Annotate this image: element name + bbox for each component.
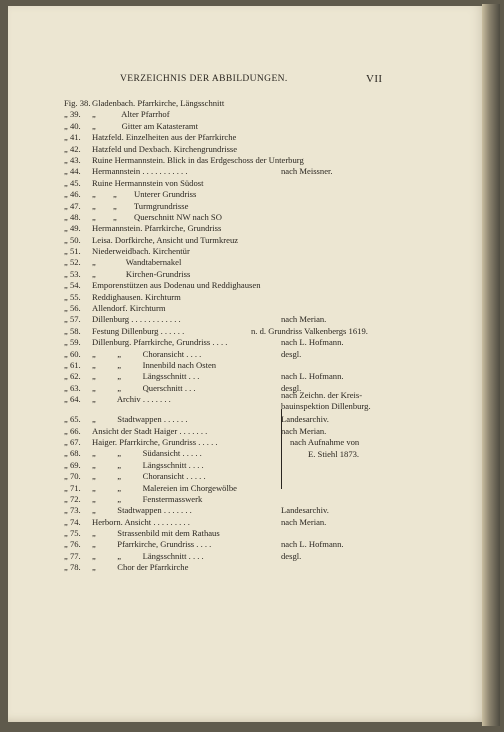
figure-caption: „ „ Querschnitt . . . — [92, 382, 196, 393]
figure-number: „ 46. — [64, 189, 81, 200]
list-item — [8, 280, 486, 291]
figure-number: „ 44. — [64, 166, 81, 177]
figure-number: „ 60. — [64, 348, 81, 359]
figure-caption: „ Wandtabernakel — [92, 257, 182, 268]
figure-number: „ 55. — [64, 291, 81, 302]
figure-number: „ 71. — [64, 482, 81, 493]
figure-caption: Hatzfeld. Einzelheiten aus der Pfarrkirche — [92, 132, 237, 143]
figure-caption: „ Strassenbild mit dem Rathaus — [92, 528, 220, 539]
page-number: VII — [366, 73, 383, 85]
list-item — [8, 448, 486, 459]
figure-source: nach L. Hofmann. — [281, 539, 344, 550]
running-header — [8, 74, 486, 88]
figure-number: „ 54. — [64, 280, 81, 291]
figure-source: desgl. — [281, 348, 302, 359]
list-item — [8, 235, 486, 246]
figure-caption: „ „ Choransicht . . . . — [92, 348, 202, 359]
list-item — [8, 360, 486, 371]
figure-number: „ 50. — [64, 234, 81, 245]
figure-number: „ 74. — [64, 516, 81, 527]
list-item — [8, 178, 486, 189]
figure-source: n. d. Grundriss Valkenbergs 1619. — [251, 325, 368, 336]
list-item — [8, 494, 486, 505]
figure-number: „ 63. — [64, 382, 81, 393]
list-item — [8, 426, 486, 437]
list-item — [8, 155, 486, 166]
list-item — [8, 390, 486, 414]
figure-caption: „ Gitter am Katasteramt — [92, 120, 198, 131]
list-item — [8, 223, 486, 234]
figure-source: nach Merian. — [281, 314, 327, 325]
list-item — [8, 349, 486, 360]
figure-caption: Dillenburg . . . . . . . . . . . . — [92, 314, 181, 325]
list-item — [8, 121, 486, 132]
list-item — [8, 189, 486, 200]
figure-caption: Dillenburg. Pfarrkirche, Grundriss . . . . — [92, 337, 228, 348]
figure-number: „ 69. — [64, 459, 81, 470]
figure-caption: Haiger. Pfarrkirche, Grundriss . . . . . — [92, 436, 218, 447]
list-item — [8, 314, 486, 325]
figure-caption: „ „ Choransicht . . . . . — [92, 471, 206, 482]
figure-caption: Niederweidbach. Kirchentür — [92, 246, 190, 257]
list-item — [8, 471, 486, 482]
figure-caption: „ Pfarrkirche, Grundriss . . . . — [92, 539, 212, 550]
figure-number: „ 59. — [64, 337, 81, 348]
figure-number: „ 64. — [64, 394, 81, 405]
figure-source: Landesarchiv. — [281, 505, 329, 516]
list-item — [8, 383, 486, 394]
figure-number: „ 42. — [64, 143, 81, 154]
figure-caption: „ „ Malereien im Chorgewölbe — [92, 482, 237, 493]
list-item — [8, 517, 486, 528]
list-item — [8, 98, 486, 109]
figure-number: „ 66. — [64, 425, 81, 436]
figure-number: „ 72. — [64, 493, 81, 504]
list-item — [8, 505, 486, 516]
figure-number: „ 77. — [64, 550, 81, 561]
list-item — [8, 326, 486, 337]
figure-number: „ 61. — [64, 359, 81, 370]
figure-caption: „ Alter Pfarrhof — [92, 109, 170, 120]
list-item — [8, 528, 486, 539]
figure-number: „ 57. — [64, 314, 81, 325]
figure-caption: Ruine Hermannstein von Südost — [92, 177, 204, 188]
figure-number: „ 58. — [64, 325, 81, 336]
figure-source: nach L. Hofmann. — [281, 371, 344, 382]
figure-number: „ 43. — [64, 154, 81, 165]
list-item — [8, 483, 486, 494]
haiger-note-line2: E. Stiehl 1873. — [308, 449, 360, 459]
figure-source: desgl. — [281, 382, 302, 393]
list-item — [8, 414, 486, 425]
list-item — [8, 201, 486, 212]
list-item — [8, 337, 486, 348]
figure-number: „ 53. — [64, 268, 81, 279]
figure-caption: „ Archiv . . . . . . . — [92, 394, 171, 405]
figure-source: nach L. Hofmann. — [281, 337, 344, 348]
figure-caption: „ Kirchen-Grundriss — [92, 268, 191, 279]
book-page — [8, 6, 486, 722]
figure-source: nach Merian. — [281, 425, 327, 436]
list-item — [8, 144, 486, 155]
figure-number: „ 39. — [64, 109, 81, 120]
figure-caption: „ „ Längsschnitt . . . . — [92, 550, 204, 561]
figure-number: „ 47. — [64, 200, 81, 211]
figure-caption: Hermannstein . . . . . . . . . . . — [92, 166, 188, 177]
figure-caption: „ „ Turmgrundrisse — [92, 200, 189, 211]
figure-number: „ 51. — [64, 246, 81, 257]
figure-number: „ 73. — [64, 505, 81, 516]
figure-number: „ 78. — [64, 562, 81, 573]
figure-caption: Allendorf. Kirchturm — [92, 303, 166, 314]
figure-caption: Ansicht der Stadt Haiger . . . . . . . — [92, 425, 208, 436]
figure-number: „ 41. — [64, 132, 81, 143]
figure-caption: „ „ Querschnitt NW nach SO — [92, 211, 222, 222]
figure-number: „ 75. — [64, 528, 81, 539]
figure-caption: Hatzfeld und Dexbach. Kirchengrundrisse — [92, 143, 238, 154]
figure-number: „ 62. — [64, 371, 81, 382]
list-item — [8, 371, 486, 382]
figure-source: nach Merian. — [281, 516, 327, 527]
figure-caption: Gladenbach. Pfarrkirche, Längsschnitt — [92, 98, 225, 108]
figure-source: Landesarchiv. — [281, 414, 329, 425]
figure-caption: Festung Dillenburg . . . . . . — [92, 325, 185, 336]
list-item — [8, 132, 486, 143]
figure-caption: „ „ Innenbild nach Osten — [92, 359, 217, 370]
list-item — [8, 292, 486, 303]
figure-caption: „ „ Fenstermasswerk — [92, 493, 203, 504]
figure-number: „ 68. — [64, 448, 81, 459]
list-item — [8, 246, 486, 257]
figure-caption: Reddighausen. Kirchturm — [92, 291, 181, 302]
list-item — [8, 437, 486, 448]
figure-caption: „ „ Längsschnitt . . . — [92, 371, 200, 382]
list-item — [8, 460, 486, 471]
list-item — [8, 257, 486, 268]
figure-source: nach Meissner. — [281, 166, 333, 177]
figure-caption: „ „ Längsschnitt . . . . — [92, 459, 204, 470]
figure-caption: „ Stadtwappen . . . . . . . — [92, 505, 192, 516]
page-title: VERZEICHNIS DER ABBILDUNGEN. — [120, 74, 288, 84]
list-item — [8, 166, 486, 177]
figure-number: „ 76. — [64, 539, 81, 550]
figure-caption: „ Stadtwappen . . . . . . — [92, 414, 188, 425]
haiger-note-line1: nach Aufnahme von — [290, 437, 360, 447]
figure-number: „ 40. — [64, 120, 81, 131]
figure-number: „ 45. — [64, 177, 81, 188]
figure-number: „ 67. — [64, 436, 81, 447]
figure-number: Fig. 38. — [64, 98, 91, 108]
figure-number: „ 65. — [64, 414, 81, 425]
figure-source: desgl. — [281, 550, 302, 561]
list-item — [8, 212, 486, 223]
figure-source-line1: nach Zeichn. der Kreis- — [281, 390, 363, 401]
page-edge — [482, 4, 500, 726]
figure-source-line2: bauinspektion Dillenburg. — [281, 401, 371, 412]
figure-caption: Ruine Hermannstein. Blick in das Erdgeschoss der Unterburg — [92, 154, 304, 165]
figure-number: „ 52. — [64, 257, 81, 268]
figure-caption: Herborn. Ansicht . . . . . . . . . — [92, 516, 190, 527]
figure-caption: „ „ Unterer Grundriss — [92, 189, 197, 200]
figure-number: „ 70. — [64, 471, 81, 482]
figure-caption: „ Chor der Pfarrkirche — [92, 562, 189, 573]
list-item — [8, 109, 486, 120]
list-item — [8, 562, 486, 573]
figure-caption: Leisa. Dorfkirche, Ansicht und Turmkreuz — [92, 234, 239, 245]
figure-number: „ 48. — [64, 211, 81, 222]
list-item — [8, 303, 486, 314]
list-item — [8, 269, 486, 280]
figure-list — [8, 98, 486, 574]
brace — [276, 409, 282, 489]
list-item — [8, 551, 486, 562]
figure-caption: Hermannstein. Pfarrkirche, Grundriss — [92, 223, 222, 234]
figure-number: „ 49. — [64, 223, 81, 234]
list-item — [8, 539, 486, 550]
figure-caption: Emporenstützen aus Dodenau und Reddighausen — [92, 280, 261, 291]
figure-number: „ 56. — [64, 303, 81, 314]
figure-caption: „ „ Südansicht . . . . . — [92, 448, 202, 459]
